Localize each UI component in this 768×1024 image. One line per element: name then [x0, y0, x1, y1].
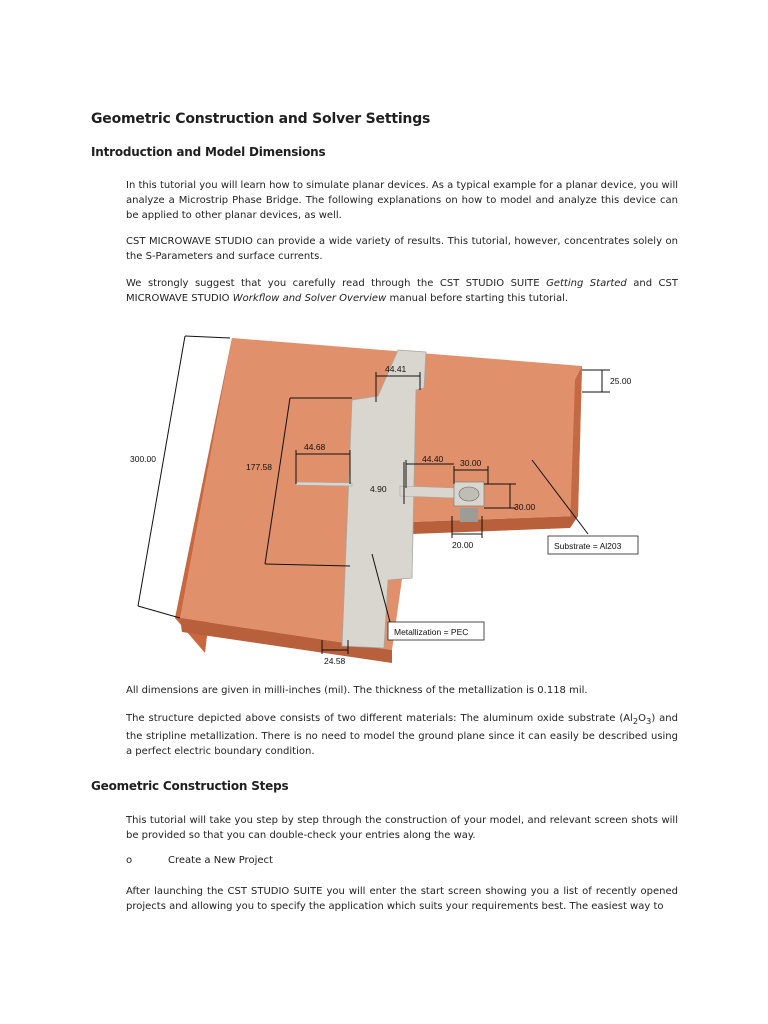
section-heading-construction: Geometric Construction Steps	[91, 779, 289, 793]
metal-label: Metallization = PEC	[394, 627, 469, 637]
dim-30b: 30.00	[514, 502, 536, 512]
dim-490: 4.90	[370, 484, 387, 494]
dim-2000: 20.00	[452, 540, 474, 550]
materials-text-a: The structure depicted above consists of two different materials: The aluminum oxide substrate (Al	[126, 713, 633, 724]
via-hole	[459, 487, 479, 501]
manual-workflow-overview: Workflow and Solver Overview	[232, 293, 387, 304]
paragraph-materials	[126, 711, 678, 759]
dim-2458: 24.58	[324, 656, 346, 666]
suggestion-text-a: We strongly suggest that you carefully read through the CST STUDIO SUITE	[126, 278, 547, 289]
dim-4468: 44.68	[304, 442, 326, 452]
bullet-create-project: Create a New Project	[168, 855, 273, 866]
metallization-stub-left	[296, 482, 352, 486]
metallization-stub-right	[400, 486, 456, 498]
section-heading-introduction: Introduction and Model Dimensions	[91, 145, 326, 159]
dim-4440: 44.40	[422, 454, 444, 464]
materials-text-o: O	[638, 713, 647, 724]
paragraph-construction: This tutorial will take you step by step through the construction of your model, and relevant screen shots will be provided so that you can double-check your entries along the way.	[126, 815, 678, 841]
paragraph-launch: After launching the CST STUDIO SUITE you will enter the start screen showing you a list of recently opened projects and allowing you to specify the application which suits your requirements best. The easiest way to	[126, 886, 678, 912]
via-cylinder	[460, 508, 478, 522]
subscript-2: 2	[632, 716, 639, 726]
phase-bridge-figure	[120, 318, 680, 678]
subscript-3: 3	[646, 716, 652, 726]
suggestion-text-b: and CST MICROWAVE STUDIO	[126, 278, 678, 304]
dim-4441: 44.41	[385, 364, 407, 374]
dim-2500: 25.00	[610, 376, 632, 386]
paragraph-intro: In this tutorial you will learn how to simulate planar devices. As a typical example for a planar device, you will analyze a Microstrip Phase Bridge. The following explanations on how to model and analyze this device can be applied to other planar devices, as well.	[126, 180, 678, 221]
paragraph-suggestion	[126, 276, 678, 306]
page-title: Geometric Construction and Solver Settings	[91, 111, 431, 127]
suggestion-text-c: manual before starting this tutorial.	[386, 293, 569, 304]
paragraph-results: CST MICROWAVE STUDIO can provide a wide variety of results. This tutorial, however, concentrates solely on the S-Parameters and surface currents.	[126, 236, 678, 262]
dim-line-300	[138, 336, 185, 606]
dim-30a: 30.00	[460, 458, 482, 468]
manual-getting-started: Getting Started	[546, 278, 627, 289]
substrate-label: Substrate = Al203	[554, 541, 622, 551]
materials-text-b: ) and the stripline metallization. There is no need to model the ground plane since it can easily be described using a perfect electric boundary condition.	[126, 713, 678, 757]
dim-300: 300.00	[130, 454, 156, 464]
paragraph-dimensions: All dimensions are given in milli-inches (mil). The thickness of the metallization is 0.118 mil.	[126, 685, 588, 696]
dim-177: 177.58	[246, 462, 272, 472]
bullet-marker: o	[126, 855, 133, 866]
